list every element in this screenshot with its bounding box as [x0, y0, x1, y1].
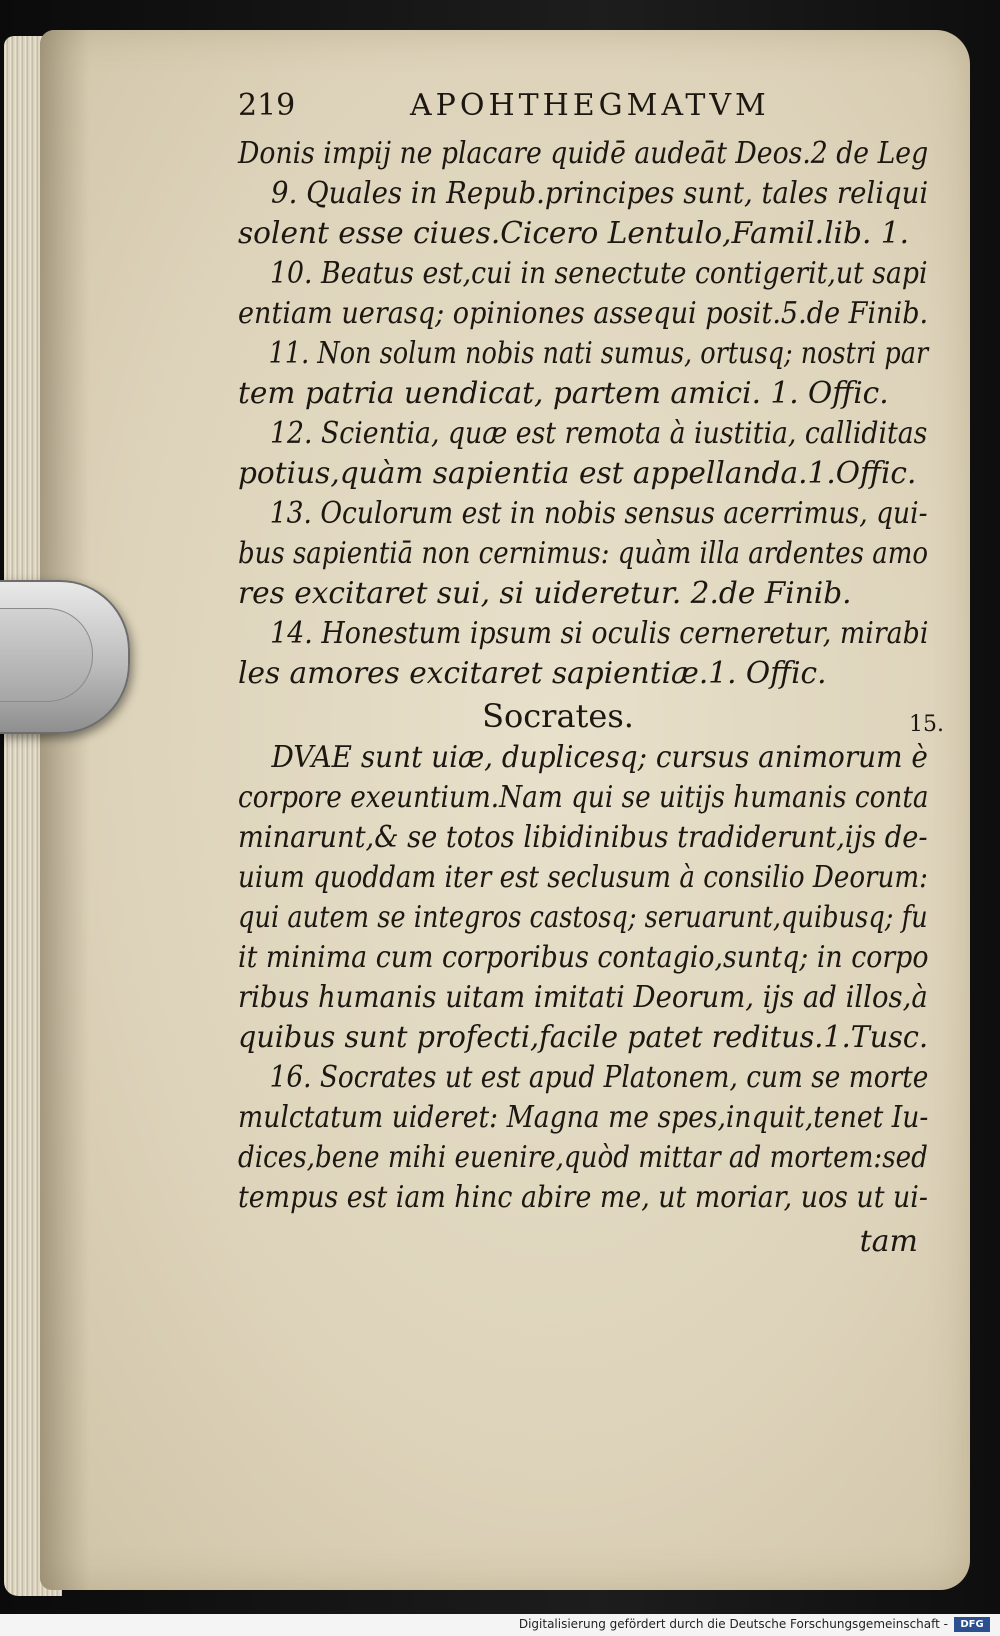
text-line: 14. Honestum ipsum si oculis cerneretur, mirabi [270, 616, 929, 651]
side-number: 15. [909, 712, 944, 737]
page-number: 219 [238, 88, 296, 123]
catchword: tam [859, 1224, 918, 1259]
text-line: it minima cum corporibus contagio,suntq; in corpo [238, 940, 929, 975]
section-heading: Socrates. [482, 697, 634, 735]
dfg-logo: DFG [954, 1617, 990, 1632]
text-line: ribus humanis uitam imitati Deorum, ijs ad illos,à [238, 980, 928, 1015]
text-line: uium quoddam iter est seclusum à consilio Deorum: [238, 860, 928, 895]
text-line: qui autem se integros castosq; seruarunt,quibusq; fu [238, 900, 928, 935]
text-line: les amores excitaret sapientiæ.1. Offic. [238, 656, 827, 691]
text-line: entiam uerasq; opiniones assequi posit.5.de Finib. [238, 296, 929, 331]
text-line: minarunt,& se totos libidinibus tradiderunt,ijs de- [238, 820, 928, 855]
page-clip-inner [0, 608, 93, 702]
running-title: APOHTHEGMATVM [410, 88, 770, 123]
text-line: 9. Quales in Repub.principes sunt, tales reliqui [271, 176, 929, 211]
running-head [238, 82, 938, 134]
text-line: tem patria uendicat, partem amici. 1. Offic. [238, 376, 889, 411]
text-line: 16. Socrates ut est apud Platonem, cum se morte [269, 1060, 929, 1095]
text-line: 12. Scientia, quæ est remota à iustitia, calliditas [270, 416, 928, 451]
text-line: quibus sunt profecti,facile patet reditus.1.Tusc. [238, 1020, 929, 1055]
text-line: tempus est iam hinc abire me, ut moriar, uos ut ui- [238, 1180, 928, 1215]
text-line: dices,bene mihi euenire,quòd mittar ad mortem:sed [238, 1140, 928, 1175]
text-line: res excitaret sui, si uideretur. 2.de Finib. [238, 576, 852, 611]
text-line: mulctatum uideret: Magna me spes,inquit,tenet Iu- [238, 1100, 929, 1135]
gutter-shadow [40, 30, 90, 1590]
text-line: Donis impij ne placare quidē audeāt Deos.2 de Leg [238, 136, 929, 171]
text-line: solent esse ciues.Cicero Lentulo,Famil.lib. 1. [238, 216, 909, 251]
text-block [238, 82, 944, 1262]
text-line: potius,quàm sapientia est appellanda.1.Offic. [238, 456, 917, 491]
text-line: 11. Non solum nobis nati sumus, ortusq; nostri par [268, 336, 929, 371]
text-line: bus sapientiā non cernimus: quàm illa ardentes amo [238, 536, 929, 571]
text-line: 13. Oculorum est in nobis sensus acerrimus, qui- [269, 496, 928, 531]
text-line: 10. Beatus est,cui in senectute contigerit,ut sapi [270, 256, 928, 291]
text-line: corpore exeuntium.Nam qui se uitijs humanis conta [238, 780, 929, 815]
digitization-credit: Digitalisierung gefördert durch die Deutsche Forschungsgemeinschaft - [518, 1617, 948, 1631]
text-line: DVAE sunt uiæ, duplicesq; cursus animorum è [271, 740, 928, 775]
